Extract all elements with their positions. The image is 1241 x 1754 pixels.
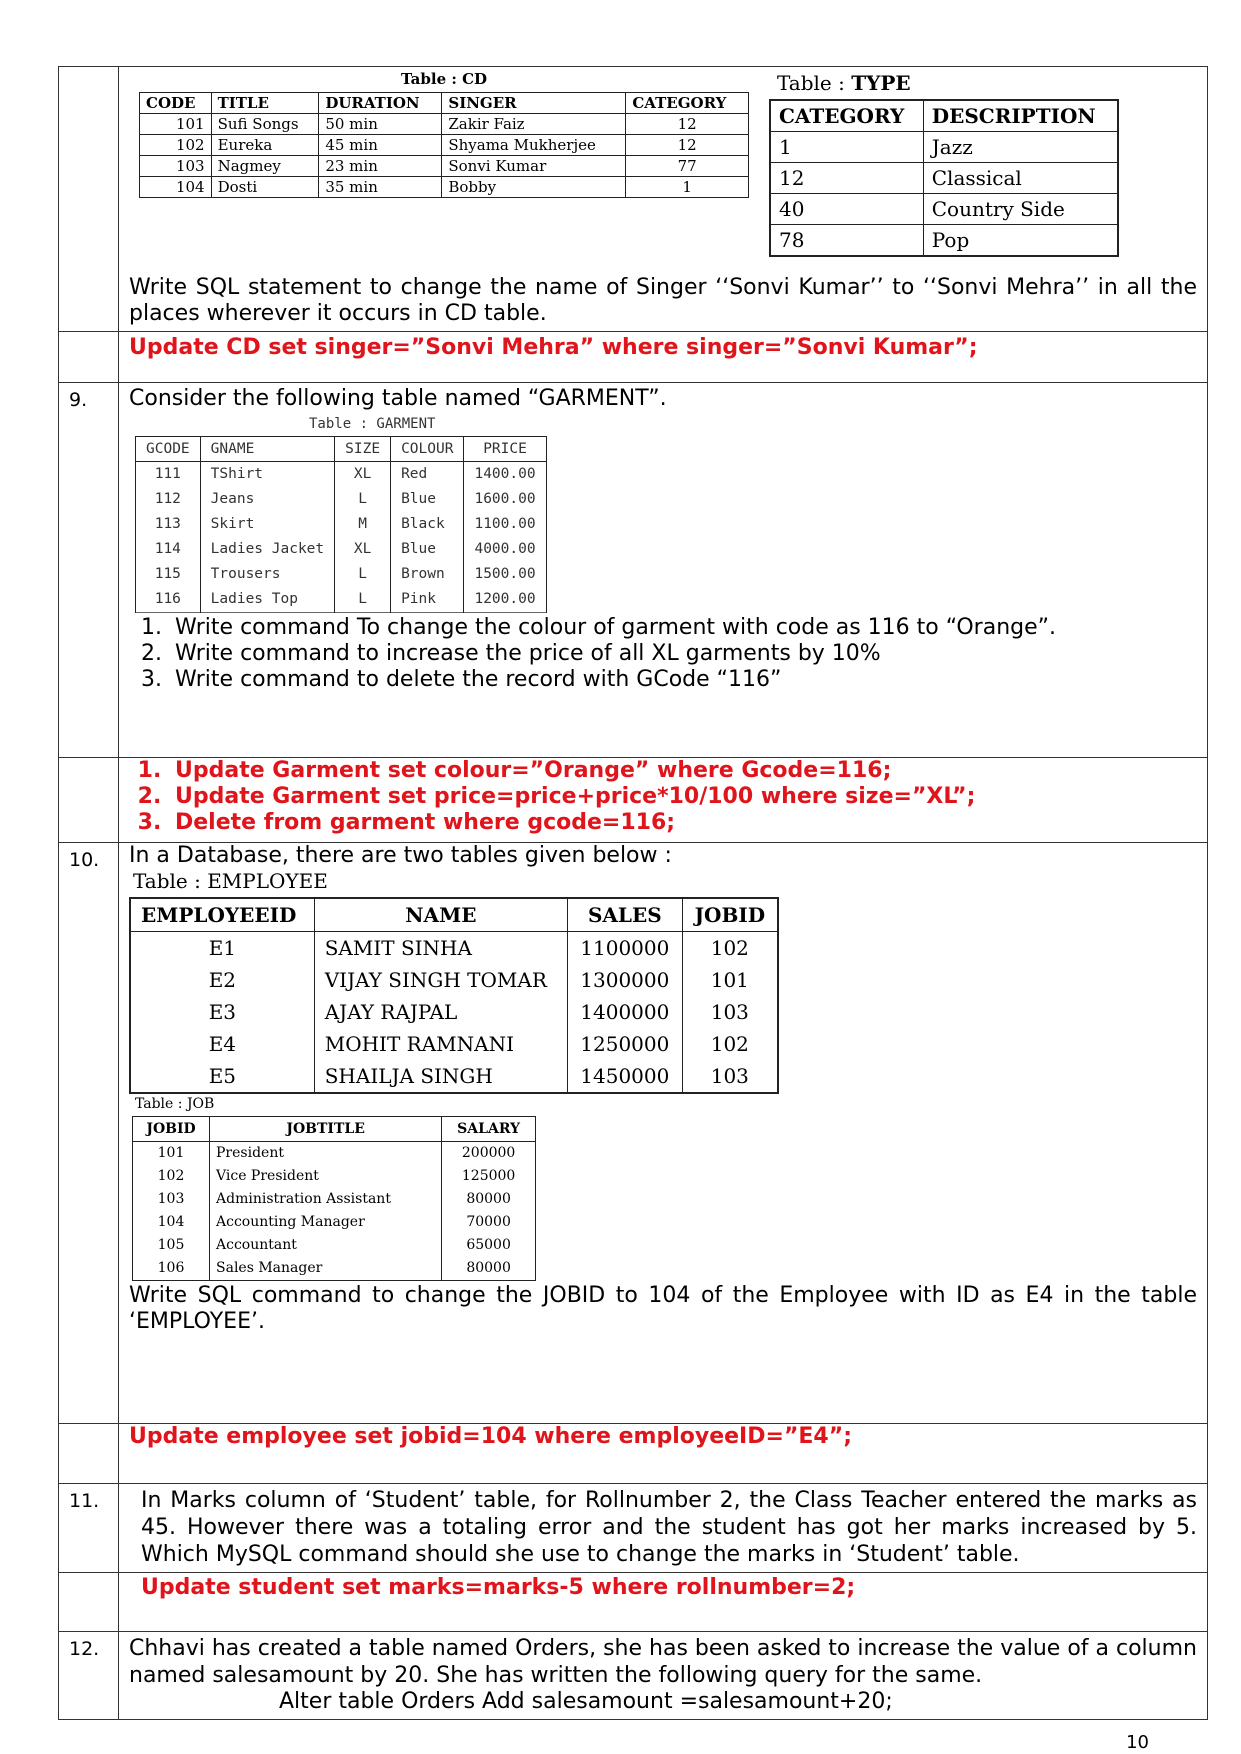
- garment-table-header-cell: GNAME: [200, 437, 335, 462]
- garment-table-cell: 1100.00: [464, 512, 546, 537]
- q9-answer-number-cell: [59, 758, 119, 843]
- q10-question-text: Write SQL command to change the JOBID to 104 of the Employee with ID as E4 in the table ‘EMPLOYEE’.: [129, 1283, 1197, 1334]
- q12-content: [119, 1632, 1208, 1720]
- employee-table-row: [130, 1028, 778, 1060]
- job-table-row: [133, 1211, 536, 1234]
- q8-number-cell: [59, 67, 119, 332]
- type-table-cell: Classical: [923, 163, 1118, 194]
- garment-table-cell: 4000.00: [464, 537, 546, 562]
- employee-table-header-cell: SALES: [568, 898, 683, 932]
- job-table-cell: 125000: [442, 1165, 536, 1188]
- employee-table: [129, 897, 779, 1094]
- q8-answer-text: Update CD set singer=”Sonvi Mehra” where singer=”Sonvi Kumar”;: [129, 335, 978, 360]
- q9-task-item: 1. Write command To change the colour of garment with code as 116 to “Orange”.: [169, 615, 1197, 641]
- cd-table-cell: 103: [140, 156, 212, 177]
- q11-number: 11.: [59, 1484, 119, 1573]
- employee-table-row: [130, 932, 778, 965]
- q8-answer-number-cell: [59, 332, 119, 383]
- q12-question-row: [59, 1632, 1208, 1720]
- employee-table-row: [130, 964, 778, 996]
- cd-table-cell: Zakir Faiz: [442, 114, 626, 135]
- job-table-cell: President: [210, 1142, 442, 1166]
- employee-table-cell: E3: [130, 996, 314, 1028]
- type-table-cell: 12: [770, 163, 923, 194]
- page-number: 10: [1126, 1732, 1149, 1753]
- q9-task-item: 3. Write command to delete the record with GCode “116”: [169, 667, 1197, 693]
- type-table-row: [770, 225, 1118, 257]
- employee-table-cell: 103: [682, 1060, 778, 1093]
- q9-answer-content: [119, 758, 1208, 843]
- cd-table-header-cell: CODE: [140, 93, 212, 114]
- type-table-block: [769, 67, 1129, 257]
- employee-table-cell: 1400000: [568, 996, 683, 1028]
- job-table-row: [133, 1257, 536, 1281]
- job-table-row: [133, 1165, 536, 1188]
- job-table-cell: 70000: [442, 1211, 536, 1234]
- garment-table-cell: Blue: [391, 537, 464, 562]
- q12-query-text: Alter table Orders Add salesamount =salesamount+20;: [279, 1689, 893, 1714]
- q11-question-text: In Marks column of ‘Student’ table, for Rollnumber 2, the Class Teacher entered the marks as 45. However there was a totaling error and the student has got her marks increased by 5. Which MySQL command should she use to change the marks in ‘Student’ table.: [141, 1488, 1197, 1567]
- q10-intro: In a Database, there are two tables given below :: [129, 843, 672, 868]
- job-table-cell: 102: [133, 1165, 210, 1188]
- garment-table-row: [136, 487, 547, 512]
- cd-table-row: [140, 114, 749, 135]
- cd-table-row: [140, 177, 749, 198]
- garment-table-cell: Pink: [391, 587, 464, 613]
- cd-table-caption: Table : CD: [400, 70, 488, 88]
- job-table: [132, 1116, 536, 1281]
- type-table: [769, 99, 1119, 257]
- q12-number: 12.: [59, 1632, 119, 1720]
- employee-table-header-cell: JOBID: [682, 898, 778, 932]
- type-table-header-cell: DESCRIPTION: [923, 100, 1118, 132]
- garment-table-cell: Ladies Jacket: [200, 537, 335, 562]
- q8-content: [119, 67, 1208, 332]
- employee-table-cell: 101: [682, 964, 778, 996]
- garment-table-cell: 115: [136, 562, 201, 587]
- employee-table-cell: 1300000: [568, 964, 683, 996]
- q10-answer-text: Update employee set jobid=104 where employeeID=”E4”;: [129, 1424, 852, 1449]
- job-table-cell: 200000: [442, 1142, 536, 1166]
- type-table-cell: Jazz: [923, 132, 1118, 163]
- q10-question-row: [59, 843, 1208, 1424]
- garment-table-cell: 1400.00: [464, 462, 546, 488]
- garment-table-cell: 116: [136, 587, 201, 613]
- cd-table-cell: 104: [140, 177, 212, 198]
- cd-table-cell: Nagmey: [211, 156, 319, 177]
- garment-table-row: [136, 537, 547, 562]
- type-table-cell: 40: [770, 194, 923, 225]
- job-table-header-cell: JOBID: [133, 1117, 210, 1142]
- q11-answer-number-cell: [59, 1573, 119, 1632]
- q10-answer-row: [59, 1424, 1208, 1484]
- employee-table-caption: Table : EMPLOYEE: [133, 869, 328, 893]
- garment-table-cell: Ladies Top: [200, 587, 335, 613]
- garment-table-cell: XL: [335, 462, 391, 488]
- cd-table-header-cell: TITLE: [211, 93, 319, 114]
- garment-table-cell: L: [335, 562, 391, 587]
- job-table-row: [133, 1142, 536, 1166]
- q8-answer-content: [119, 332, 1208, 383]
- type-caption-name: TYPE: [851, 71, 911, 95]
- cd-table-cell: 101: [140, 114, 212, 135]
- garment-table-cell: 1500.00: [464, 562, 546, 587]
- garment-table-cell: M: [335, 512, 391, 537]
- job-table-cell: Accountant: [210, 1234, 442, 1257]
- q9-number: 9.: [59, 383, 119, 758]
- cd-table-cell: Sufi Songs: [211, 114, 319, 135]
- cd-table-row: [140, 135, 749, 156]
- q9-task-item: 2. Write command to increase the price of all XL garments by 10%: [169, 641, 1197, 667]
- employee-table-cell: SHAILJA SINGH: [314, 1060, 567, 1093]
- garment-table-header-cell: SIZE: [335, 437, 391, 462]
- employee-table-cell: VIJAY SINGH TOMAR: [314, 964, 567, 996]
- garment-table-cell: 114: [136, 537, 201, 562]
- q11-answer-text: Update student set marks=marks-5 where rollnumber=2;: [141, 1575, 856, 1600]
- cd-table-cell: 102: [140, 135, 212, 156]
- q11-answer-row: [59, 1573, 1208, 1632]
- garment-table-cell: 112: [136, 487, 201, 512]
- q10-answer-number-cell: [59, 1424, 119, 1484]
- job-table-cell: 80000: [442, 1188, 536, 1211]
- type-table-caption: [769, 67, 1129, 99]
- q10-content: [119, 843, 1208, 1424]
- employee-table-row: [130, 1060, 778, 1093]
- job-table-caption: Table : JOB: [135, 1096, 215, 1112]
- employee-table-cell: E5: [130, 1060, 314, 1093]
- garment-table-cell: Red: [391, 462, 464, 488]
- garment-table-cell: TShirt: [200, 462, 335, 488]
- garment-table-cell: L: [335, 487, 391, 512]
- cd-table: [139, 92, 749, 198]
- garment-table-row: [136, 587, 547, 613]
- type-table-cell: Pop: [923, 225, 1118, 257]
- job-table-cell: 80000: [442, 1257, 536, 1281]
- q9-answer-row: [59, 758, 1208, 843]
- job-table-cell: Administration Assistant: [210, 1188, 442, 1211]
- employee-table-cell: 1250000: [568, 1028, 683, 1060]
- garment-table-cell: L: [335, 587, 391, 613]
- cd-table-block: [139, 67, 749, 198]
- job-table-cell: 106: [133, 1257, 210, 1281]
- employee-table-header-cell: NAME: [314, 898, 567, 932]
- cd-table-cell: 12: [626, 135, 749, 156]
- q9-question-row: [59, 383, 1208, 758]
- q10-answer-content: [119, 1424, 1208, 1484]
- q9-answer-item: 3. Delete from garment where gcode=116;: [169, 810, 1197, 836]
- garment-table-cell: 1200.00: [464, 587, 546, 613]
- garment-table-cell: Skirt: [200, 512, 335, 537]
- job-table-cell: Accounting Manager: [210, 1211, 442, 1234]
- type-table-cell: Country Side: [923, 194, 1118, 225]
- job-table-cell: 101: [133, 1142, 210, 1166]
- garment-table-cell: 111: [136, 462, 201, 488]
- q12-question-text: Chhavi has created a table named Orders, she has been asked to increase the value of a column named salesamount by 20. She has written the following query for the same.: [129, 1636, 1197, 1688]
- employee-table-cell: 1100000: [568, 932, 683, 965]
- type-table-row: [770, 163, 1118, 194]
- employee-table-cell: E2: [130, 964, 314, 996]
- job-table-row: [133, 1234, 536, 1257]
- employee-table-row: [130, 996, 778, 1028]
- employee-table-cell: E1: [130, 932, 314, 965]
- cd-table-header-cell: CATEGORY: [626, 93, 749, 114]
- q11-content: [119, 1484, 1208, 1573]
- job-table-cell: Sales Manager: [210, 1257, 442, 1281]
- job-table-cell: 65000: [442, 1234, 536, 1257]
- garment-table-header-cell: COLOUR: [391, 437, 464, 462]
- garment-table-row: [136, 512, 547, 537]
- job-table-header-cell: SALARY: [442, 1117, 536, 1142]
- garment-table-cell: 113: [136, 512, 201, 537]
- garment-table-cell: Brown: [391, 562, 464, 587]
- type-caption-prefix: Table :: [777, 71, 852, 95]
- type-table-row: [770, 194, 1118, 225]
- q11-answer-content: [119, 1573, 1208, 1632]
- cd-table-cell: Shyama Mukherjee: [442, 135, 626, 156]
- q8-question-row: [59, 67, 1208, 332]
- type-table-row: [770, 132, 1118, 163]
- cd-table-cell: Sonvi Kumar: [442, 156, 626, 177]
- cd-table-cell: 77: [626, 156, 749, 177]
- employee-table-cell: AJAY RAJPAL: [314, 996, 567, 1028]
- employee-table-cell: MOHIT RAMNANI: [314, 1028, 567, 1060]
- question-sheet: [58, 66, 1208, 1720]
- cd-table-cell: 50 min: [319, 114, 442, 135]
- garment-table-header-cell: PRICE: [464, 437, 546, 462]
- q11-question-row: [59, 1484, 1208, 1573]
- q8-answer-row: [59, 332, 1208, 383]
- job-table-header-cell: JOBTITLE: [210, 1117, 442, 1142]
- garment-table-cell: 1600.00: [464, 487, 546, 512]
- garment-table-cell: Jeans: [200, 487, 335, 512]
- cd-table-cell: 45 min: [319, 135, 442, 156]
- cd-table-cell: 35 min: [319, 177, 442, 198]
- garment-table-cell: Blue: [391, 487, 464, 512]
- q10-number: 10.: [59, 843, 119, 1424]
- garment-table-header-cell: GCODE: [136, 437, 201, 462]
- job-table-row: [133, 1188, 536, 1211]
- employee-table-cell: SAMIT SINHA: [314, 932, 567, 965]
- cd-table-cell: Dosti: [211, 177, 319, 198]
- employee-table-cell: 102: [682, 932, 778, 965]
- cd-table-row: [140, 156, 749, 177]
- q8-question-text: Write SQL statement to change the name of Singer ‘‘Sonvi Kumar’’ to ‘‘Sonvi Mehra’’ in all the places wherever it occurs in CD table.: [129, 275, 1197, 326]
- employee-table-cell: 102: [682, 1028, 778, 1060]
- cd-table-cell: Eureka: [211, 135, 319, 156]
- cd-table-cell: 23 min: [319, 156, 442, 177]
- cd-table-cell: 12: [626, 114, 749, 135]
- cd-table-cell: Bobby: [442, 177, 626, 198]
- q9-intro: Consider the following table named “GARMENT”.: [129, 386, 667, 411]
- q9-answer-item: 2. Update Garment set price=price+price*10/100 where size=”XL”;: [169, 784, 1197, 810]
- q9-answer-list: [129, 758, 1197, 836]
- garment-table-cell: Black: [391, 512, 464, 537]
- job-table-cell: 104: [133, 1211, 210, 1234]
- job-table-cell: 105: [133, 1234, 210, 1257]
- cd-table-header-cell: DURATION: [319, 93, 442, 114]
- garment-table-row: [136, 462, 547, 488]
- employee-table-cell: E4: [130, 1028, 314, 1060]
- garment-table-cell: Trousers: [200, 562, 335, 587]
- cd-table-header-cell: SINGER: [442, 93, 626, 114]
- employee-table-cell: 103: [682, 996, 778, 1028]
- cd-table-cell: 1: [626, 177, 749, 198]
- type-table-cell: 1: [770, 132, 923, 163]
- employee-table-header-cell: EMPLOYEEID: [130, 898, 314, 932]
- garment-table: [135, 436, 547, 613]
- q9-task-list: [129, 615, 1197, 693]
- job-table-cell: Vice President: [210, 1165, 442, 1188]
- employee-table-cell: 1450000: [568, 1060, 683, 1093]
- garment-table-row: [136, 562, 547, 587]
- type-table-cell: 78: [770, 225, 923, 257]
- type-table-header-cell: CATEGORY: [770, 100, 923, 132]
- q9-answer-item: 1. Update Garment set colour=”Orange” where Gcode=116;: [169, 758, 1197, 784]
- job-table-cell: 103: [133, 1188, 210, 1211]
- q9-content: [119, 383, 1208, 758]
- garment-table-cell: XL: [335, 537, 391, 562]
- garment-table-caption: Table : GARMENT: [309, 416, 436, 432]
